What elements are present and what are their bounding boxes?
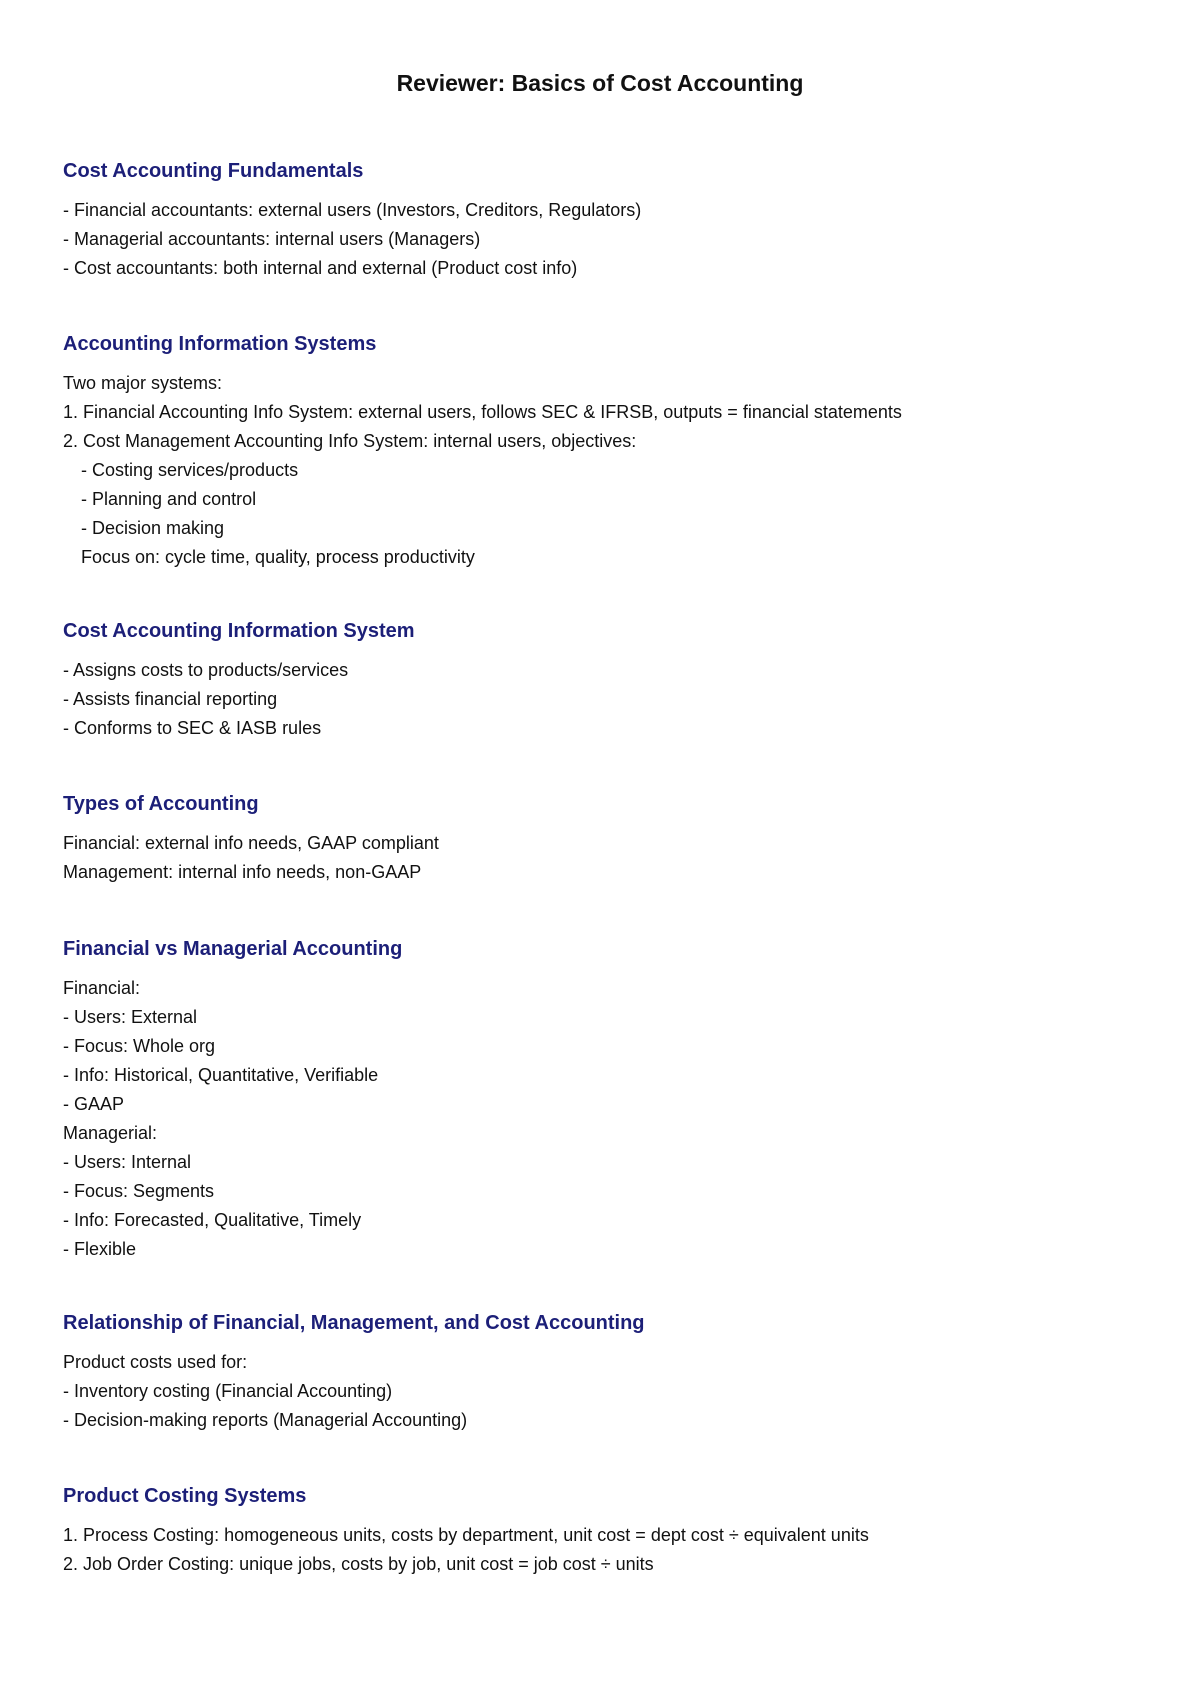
text-line: - Managerial accountants: internal users (Managers) xyxy=(63,229,481,249)
text-line: Two major systems: xyxy=(63,373,223,393)
section-heading: Relationship of Financial, Management, and Cost Accounting xyxy=(63,1312,645,1334)
section-accounting-information-systems xyxy=(63,330,1143,572)
text-line: - Info: Historical, Quantitative, Verifiable xyxy=(63,1065,379,1085)
text-line: 2. Job Order Costing: unique jobs, costs by job, unit cost = job cost ÷ units xyxy=(63,1554,654,1574)
text-line: Focus on: cycle time, quality, process productivity xyxy=(81,547,475,567)
section-heading: Cost Accounting Information System xyxy=(63,620,415,642)
section-heading: Financial vs Managerial Accounting xyxy=(63,938,403,960)
text-line: - Inventory costing (Financial Accounting) xyxy=(63,1381,393,1401)
text-line: - Assigns costs to products/services xyxy=(63,660,349,680)
section-relationship xyxy=(63,1309,1143,1435)
text-line: - Decision making xyxy=(81,518,225,538)
text-line: - Assists financial reporting xyxy=(63,689,278,709)
section-heading: Types of Accounting xyxy=(63,793,259,815)
section-heading: Cost Accounting Fundamentals xyxy=(63,160,364,182)
page-title: Reviewer: Basics of Cost Accounting xyxy=(396,70,804,96)
text-line: - Info: Forecasted, Qualitative, Timely xyxy=(63,1210,362,1230)
section-financial-vs-managerial xyxy=(63,935,1143,1264)
text-line: - Focus: Segments xyxy=(63,1181,215,1201)
section-cost-accounting-information-system xyxy=(63,617,1143,743)
section-product-costing-systems xyxy=(63,1482,1143,1579)
text-line: - Decision-making reports (Managerial Accounting) xyxy=(63,1410,468,1430)
text-line: - Focus: Whole org xyxy=(63,1036,216,1056)
section-heading: Accounting Information Systems xyxy=(63,333,377,355)
text-line: - Flexible xyxy=(63,1239,137,1259)
text-line: 1. Process Costing: homogeneous units, costs by department, unit cost = dept cost ÷ equivalent units xyxy=(63,1525,869,1545)
text-line: Managerial: xyxy=(63,1123,158,1143)
text-line: Management: internal info needs, non-GAAP xyxy=(63,862,422,882)
text-line: 2. Cost Management Accounting Info System: internal users, objectives: xyxy=(63,431,637,451)
text-line: - Users: Internal xyxy=(63,1152,192,1172)
text-line: Financial: external info needs, GAAP compliant xyxy=(63,833,439,853)
section-heading: Product Costing Systems xyxy=(63,1485,307,1507)
text-line: - Costing services/products xyxy=(81,460,299,480)
text-line: - Planning and control xyxy=(81,489,257,509)
section-cost-accounting-fundamentals xyxy=(63,157,1143,283)
text-line: - Financial accountants: external users (Investors, Creditors, Regulators) xyxy=(63,200,642,220)
text-line: - GAAP xyxy=(63,1094,125,1114)
text-line: - Cost accountants: both internal and external (Product cost info) xyxy=(63,258,578,278)
section-types-of-accounting xyxy=(63,790,1143,887)
text-line: Product costs used for: xyxy=(63,1352,248,1372)
text-line: - Conforms to SEC & IASB rules xyxy=(63,718,322,738)
text-line: Financial: xyxy=(63,978,141,998)
text-line: 1. Financial Accounting Info System: external users, follows SEC & IFRSB, outputs = financial statements xyxy=(63,402,902,422)
text-line: - Users: External xyxy=(63,1007,198,1027)
